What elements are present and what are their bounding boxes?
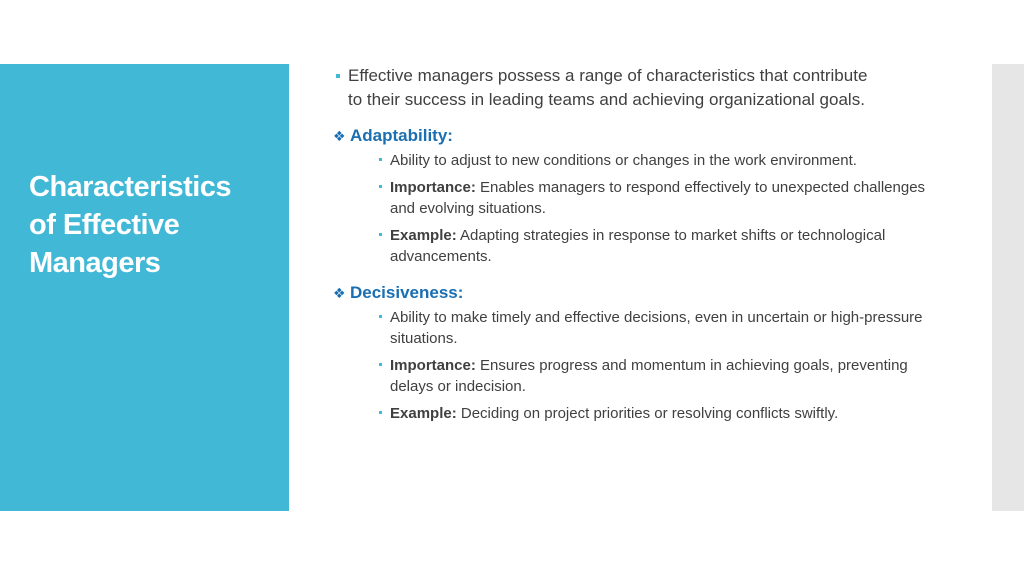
bullet-icon (379, 158, 382, 161)
item-label: Example: (390, 227, 457, 244)
title-line-3: Managers (29, 247, 161, 279)
bullet-icon (379, 411, 382, 414)
item-label: Importance: (390, 179, 476, 196)
section-heading (333, 124, 953, 148)
intro-text: Effective managers possess a range of characteristics that contribute to their success in leading teams and achieving organizational goals. (348, 66, 868, 109)
item-text: Ability to adjust to new conditions or changes in the work environment. (390, 152, 857, 169)
diamond-icon: ❖ (333, 285, 346, 301)
sub-list (333, 150, 953, 267)
item-label: Importance: (390, 357, 476, 374)
item-text: Enables managers to respond effectively to unexpected challenges and evolving situations. (390, 179, 926, 217)
item-label: Example: (390, 405, 457, 422)
bullet-icon (379, 185, 382, 188)
section-heading-text: Decisiveness: (350, 283, 464, 302)
list-item (333, 177, 930, 219)
right-side-bar (992, 64, 1024, 511)
bullet-icon (336, 74, 340, 78)
sub-list (333, 307, 953, 424)
slide-content (333, 64, 953, 430)
item-text: Adapting strategies in response to market shifts or technological advancements. (390, 227, 886, 265)
list-item (333, 150, 930, 171)
list-item (333, 355, 930, 397)
list-item (333, 403, 930, 424)
bullet-icon (379, 233, 382, 236)
title-line-2: of Effective (29, 209, 180, 241)
bullet-icon (379, 363, 382, 366)
slide-title (29, 168, 279, 282)
item-text: Deciding on project priorities or resolving conflicts swiftly. (456, 405, 839, 422)
section-heading-text: Adaptability: (350, 126, 453, 145)
intro-bullet (333, 64, 868, 112)
section-heading (333, 281, 953, 305)
list-item (333, 225, 930, 267)
list-item (333, 307, 930, 349)
item-text: Ability to make timely and effective decisions, even in uncertain or high-pressure situations. (390, 309, 923, 347)
diamond-icon: ❖ (333, 128, 346, 144)
section-decisiveness (333, 281, 953, 424)
bullet-icon (379, 315, 382, 318)
item-text: Ensures progress and momentum in achieving goals, preventing delays or indecision. (390, 357, 908, 395)
title-panel (0, 64, 289, 511)
title-line-1: Characteristics (29, 171, 232, 203)
section-adaptability (333, 124, 953, 267)
